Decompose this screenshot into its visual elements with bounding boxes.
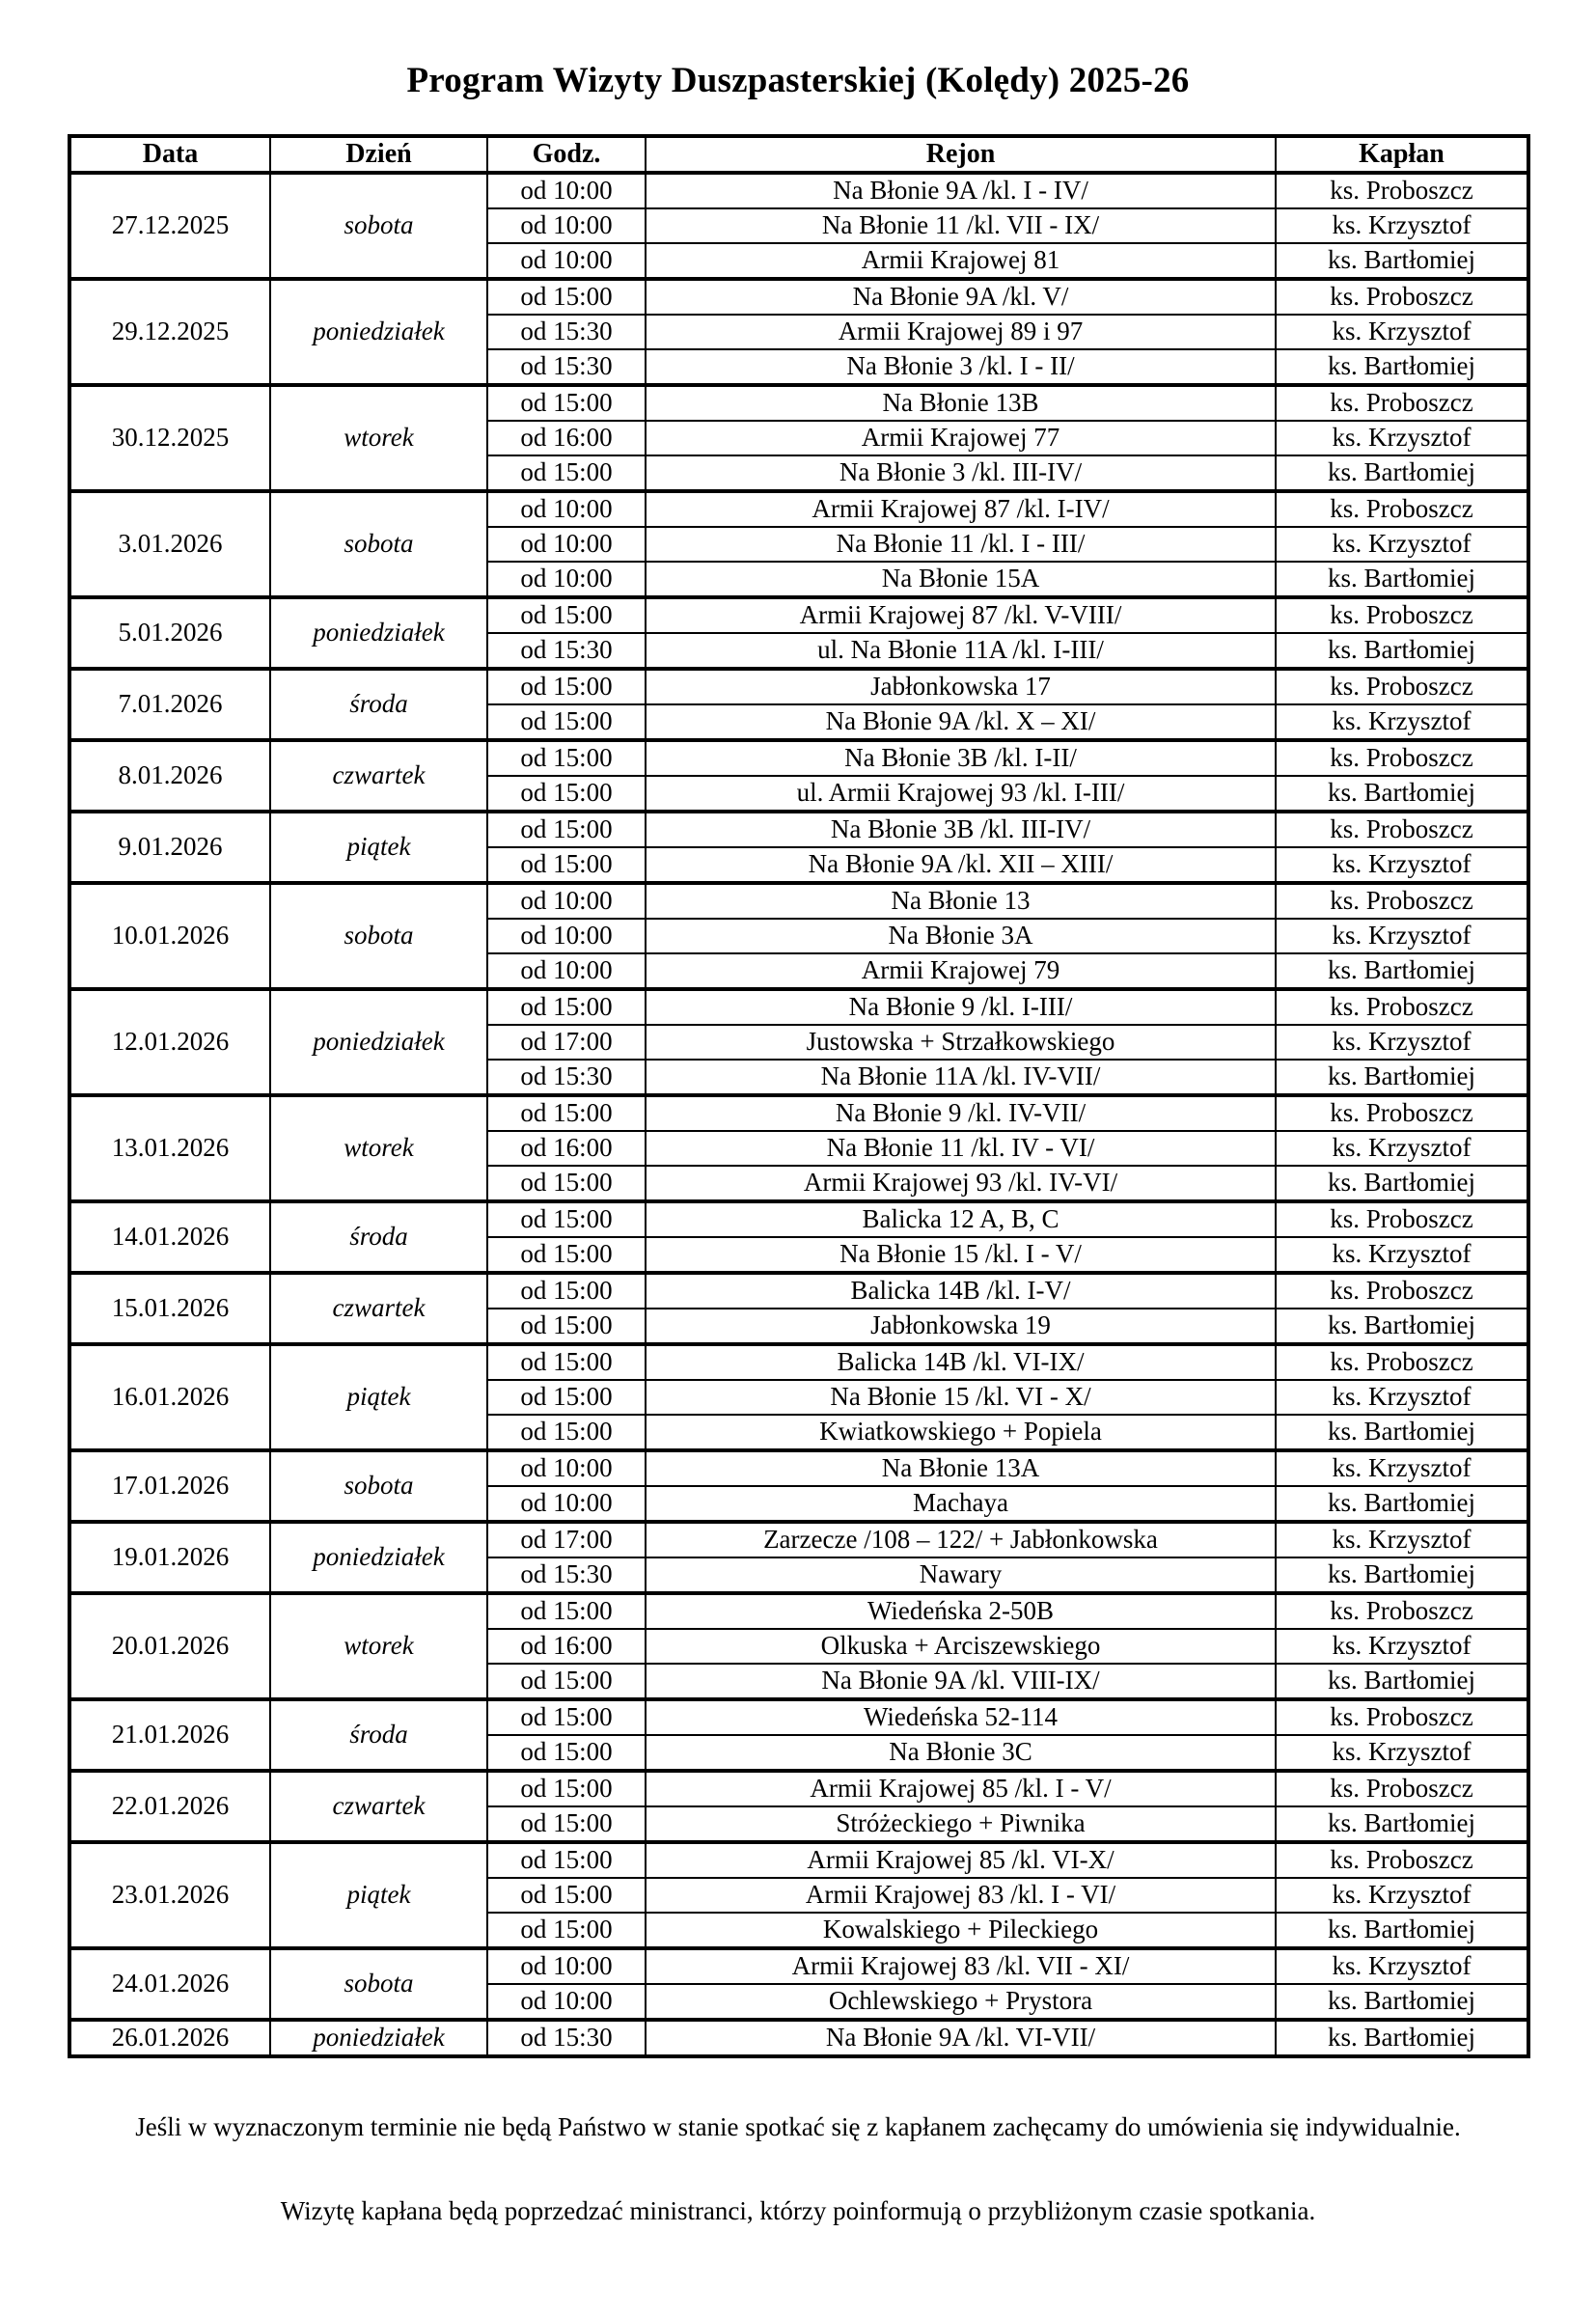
priest-cell: ks. Proboszcz <box>1276 1593 1528 1629</box>
region-cell: Balicka 14B /kl. I-V/ <box>646 1273 1276 1309</box>
region-cell: Na Błonie 11 /kl. IV - VI/ <box>646 1131 1276 1166</box>
priest-cell: ks. Bartłomiej <box>1276 562 1528 597</box>
time-cell: od 15:00 <box>487 1415 646 1450</box>
region-cell: Na Błonie 11A /kl. IV-VII/ <box>646 1060 1276 1095</box>
schedule-row <box>69 1948 1528 1984</box>
schedule-row <box>69 1522 1528 1557</box>
priest-cell: ks. Krzysztof <box>1276 847 1528 883</box>
priest-cell: ks. Krzysztof <box>1276 1948 1528 1984</box>
time-cell: od 15:00 <box>487 704 646 740</box>
day-cell: piątek <box>270 812 487 883</box>
priest-cell: ks. Bartłomiej <box>1276 1060 1528 1095</box>
schedule-row <box>69 2020 1528 2056</box>
region-cell: Na Błonie 15 /kl. VI - X/ <box>646 1380 1276 1415</box>
schedule-row <box>69 740 1528 776</box>
priest-cell: ks. Proboszcz <box>1276 1344 1528 1380</box>
region-cell: Na Błonie 3B /kl. III-IV/ <box>646 812 1276 847</box>
region-cell: Na Błonie 3C <box>646 1735 1276 1771</box>
schedule-row <box>69 669 1528 704</box>
priest-cell: ks. Proboszcz <box>1276 669 1528 704</box>
region-cell: Na Błonie 3 /kl. I - II/ <box>646 349 1276 385</box>
schedule-row <box>69 597 1528 633</box>
day-cell: wtorek <box>270 1593 487 1699</box>
time-cell: od 15:00 <box>487 1095 646 1131</box>
region-cell: Na Błonie 11 /kl. VII - IX/ <box>646 208 1276 243</box>
time-cell: od 15:00 <box>487 385 646 421</box>
time-cell: od 15:00 <box>487 1273 646 1309</box>
time-cell: od 10:00 <box>487 1948 646 1984</box>
priest-cell: ks. Krzysztof <box>1276 1878 1528 1913</box>
time-cell: od 16:00 <box>487 1131 646 1166</box>
date-cell: 17.01.2026 <box>69 1450 270 1522</box>
priest-cell: ks. Proboszcz <box>1276 740 1528 776</box>
priest-cell: ks. Krzysztof <box>1276 1522 1528 1557</box>
schedule-row <box>69 812 1528 847</box>
region-cell: Jabłonkowska 19 <box>646 1309 1276 1344</box>
time-cell: od 15:30 <box>487 1060 646 1095</box>
priest-cell: ks. Proboszcz <box>1276 1699 1528 1735</box>
region-cell: Machaya <box>646 1486 1276 1522</box>
priest-cell: ks. Bartłomiej <box>1276 1415 1528 1450</box>
footer-note-ministranci: Wizytę kapłana będą poprzedzać ministranci, którzy poinformują o przybliżonym czasie spotkania. <box>280 2196 1316 2225</box>
column-header-rejon: Rejon <box>646 136 1276 173</box>
region-cell: Armii Krajowej 87 /kl. I-IV/ <box>646 491 1276 527</box>
schedule-row <box>69 279 1528 315</box>
region-cell: Na Błonie 9A /kl. X – XI/ <box>646 704 1276 740</box>
priest-cell: ks. Bartłomiej <box>1276 1486 1528 1522</box>
region-cell: Balicka 14B /kl. VI-IX/ <box>646 1344 1276 1380</box>
region-cell: Na Błonie 9A /kl. VI-VII/ <box>646 2020 1276 2056</box>
priest-cell: ks. Krzysztof <box>1276 315 1528 349</box>
day-cell: wtorek <box>270 385 487 491</box>
region-cell: Na Błonie 3 /kl. III-IV/ <box>646 455 1276 491</box>
date-cell: 26.01.2026 <box>69 2020 270 2056</box>
schedule-row <box>69 1201 1528 1237</box>
region-cell: Stróżeckiego + Piwnika <box>646 1806 1276 1842</box>
priest-cell: ks. Proboszcz <box>1276 989 1528 1025</box>
priest-cell: ks. Krzysztof <box>1276 527 1528 562</box>
time-cell: od 15:00 <box>487 279 646 315</box>
region-cell: Olkuska + Arciszewskiego <box>646 1629 1276 1664</box>
time-cell: od 15:00 <box>487 1201 646 1237</box>
time-cell: od 16:00 <box>487 1629 646 1664</box>
region-cell: Na Błonie 9 /kl. I-III/ <box>646 989 1276 1025</box>
time-cell: od 10:00 <box>487 1984 646 2020</box>
day-cell: sobota <box>270 491 487 597</box>
date-cell: 15.01.2026 <box>69 1273 270 1344</box>
date-cell: 19.01.2026 <box>69 1522 270 1593</box>
date-cell: 8.01.2026 <box>69 740 270 812</box>
date-cell: 27.12.2025 <box>69 173 270 279</box>
day-cell: piątek <box>270 1842 487 1948</box>
date-cell: 29.12.2025 <box>69 279 270 385</box>
day-cell: poniedziałek <box>270 597 487 669</box>
table-header-row <box>69 136 1528 173</box>
date-cell: 7.01.2026 <box>69 669 270 740</box>
region-cell: Armii Krajowej 87 /kl. V-VIII/ <box>646 597 1276 633</box>
region-cell: Na Błonie 15 /kl. I - V/ <box>646 1237 1276 1273</box>
time-cell: od 15:00 <box>487 847 646 883</box>
schedule-row <box>69 883 1528 919</box>
schedule-row <box>69 1095 1528 1131</box>
time-cell: od 10:00 <box>487 243 646 279</box>
priest-cell: ks. Bartłomiej <box>1276 1984 1528 2020</box>
time-cell: od 17:00 <box>487 1522 646 1557</box>
day-cell: poniedziałek <box>270 279 487 385</box>
priest-cell: ks. Bartłomiej <box>1276 953 1528 989</box>
region-cell: Zarzecze /108 – 122/ + Jabłonkowska <box>646 1522 1276 1557</box>
priest-cell: ks. Krzysztof <box>1276 1025 1528 1060</box>
priest-cell: ks. Bartłomiej <box>1276 1664 1528 1699</box>
schedule-row <box>69 1699 1528 1735</box>
day-cell: czwartek <box>270 1273 487 1344</box>
priest-cell: ks. Proboszcz <box>1276 385 1528 421</box>
region-cell: Na Błonie 13A <box>646 1450 1276 1486</box>
region-cell: Na Błonie 3A <box>646 919 1276 953</box>
priest-cell: ks. Bartłomiej <box>1276 1557 1528 1593</box>
time-cell: od 15:00 <box>487 1593 646 1629</box>
time-cell: od 15:00 <box>487 1309 646 1344</box>
time-cell: od 10:00 <box>487 953 646 989</box>
schedule-table <box>68 134 1530 2058</box>
time-cell: od 15:00 <box>487 776 646 812</box>
priest-cell: ks. Proboszcz <box>1276 1842 1528 1878</box>
region-cell: Na Błonie 11 /kl. I - III/ <box>646 527 1276 562</box>
priest-cell: ks. Bartłomiej <box>1276 1913 1528 1948</box>
day-cell: sobota <box>270 1450 487 1522</box>
day-cell: poniedziałek <box>270 2020 487 2056</box>
time-cell: od 15:00 <box>487 1664 646 1699</box>
column-header-data: Data <box>69 136 270 173</box>
day-cell: sobota <box>270 883 487 989</box>
priest-cell: ks. Krzysztof <box>1276 1237 1528 1273</box>
date-cell: 10.01.2026 <box>69 883 270 989</box>
region-cell: Wiedeńska 2-50B <box>646 1593 1276 1629</box>
priest-cell: ks. Bartłomiej <box>1276 2020 1528 2056</box>
priest-cell: ks. Proboszcz <box>1276 1095 1528 1131</box>
region-cell: Armii Krajowej 85 /kl. VI-X/ <box>646 1842 1276 1878</box>
date-cell: 30.12.2025 <box>69 385 270 491</box>
time-cell: od 15:00 <box>487 1166 646 1201</box>
schedule-row <box>69 1450 1528 1486</box>
time-cell: od 15:00 <box>487 1771 646 1806</box>
time-cell: od 15:00 <box>487 597 646 633</box>
priest-cell: ks. Proboszcz <box>1276 279 1528 315</box>
region-cell: Na Błonie 9A /kl. I - IV/ <box>646 173 1276 208</box>
region-cell: Na Błonie 15A <box>646 562 1276 597</box>
time-cell: od 10:00 <box>487 527 646 562</box>
time-cell: od 15:00 <box>487 989 646 1025</box>
time-cell: od 15:00 <box>487 455 646 491</box>
date-cell: 9.01.2026 <box>69 812 270 883</box>
region-cell: Na Błonie 9A /kl. V/ <box>646 279 1276 315</box>
footer-note-individual: Jeśli w wyznaczonym terminie nie będą Państwo w stanie spotkać się z kapłanem zachęcamy do umówienia się indywidualnie. <box>135 2112 1461 2141</box>
region-cell: Kowalskiego + Pileckiego <box>646 1913 1276 1948</box>
priest-cell: ks. Krzysztof <box>1276 1450 1528 1486</box>
priest-cell: ks. Bartłomiej <box>1276 633 1528 669</box>
priest-cell: ks. Bartłomiej <box>1276 455 1528 491</box>
priest-cell: ks. Bartłomiej <box>1276 349 1528 385</box>
priest-cell: ks. Bartłomiej <box>1276 1166 1528 1201</box>
time-cell: od 15:30 <box>487 2020 646 2056</box>
date-cell: 22.01.2026 <box>69 1771 270 1842</box>
time-cell: od 15:00 <box>487 1913 646 1948</box>
region-cell: Balicka 12 A, B, C <box>646 1201 1276 1237</box>
region-cell: Wiedeńska 52-114 <box>646 1699 1276 1735</box>
schedule-row <box>69 1273 1528 1309</box>
schedule-row <box>69 989 1528 1025</box>
region-cell: Na Błonie 9A /kl. VIII-IX/ <box>646 1664 1276 1699</box>
date-cell: 16.01.2026 <box>69 1344 270 1450</box>
region-cell: Kwiatkowskiego + Popiela <box>646 1415 1276 1450</box>
priest-cell: ks. Krzysztof <box>1276 1629 1528 1664</box>
region-cell: Armii Krajowej 85 /kl. I - V/ <box>646 1771 1276 1806</box>
time-cell: od 10:00 <box>487 173 646 208</box>
priest-cell: ks. Krzysztof <box>1276 704 1528 740</box>
priest-cell: ks. Bartłomiej <box>1276 776 1528 812</box>
time-cell: od 15:30 <box>487 349 646 385</box>
priest-cell: ks. Krzysztof <box>1276 1380 1528 1415</box>
time-cell: od 15:00 <box>487 812 646 847</box>
day-cell: środa <box>270 1699 487 1771</box>
priest-cell: ks. Proboszcz <box>1276 812 1528 847</box>
time-cell: od 16:00 <box>487 421 646 455</box>
region-cell: ul. Na Błonie 11A /kl. I-III/ <box>646 633 1276 669</box>
time-cell: od 15:00 <box>487 1878 646 1913</box>
region-cell: Nawary <box>646 1557 1276 1593</box>
priest-cell: ks. Proboszcz <box>1276 491 1528 527</box>
time-cell: od 15:30 <box>487 633 646 669</box>
region-cell: Jabłonkowska 17 <box>646 669 1276 704</box>
priest-cell: ks. Proboszcz <box>1276 883 1528 919</box>
region-cell: Na Błonie 9 /kl. IV-VII/ <box>646 1095 1276 1131</box>
time-cell: od 10:00 <box>487 208 646 243</box>
day-cell: sobota <box>270 173 487 279</box>
date-cell: 13.01.2026 <box>69 1095 270 1201</box>
region-cell: Justowska + Strzałkowskiego <box>646 1025 1276 1060</box>
priest-cell: ks. Krzysztof <box>1276 1735 1528 1771</box>
date-cell: 14.01.2026 <box>69 1201 270 1273</box>
day-cell: czwartek <box>270 1771 487 1842</box>
column-header-dzien: Dzień <box>270 136 487 173</box>
region-cell: Armii Krajowej 83 /kl. I - VI/ <box>646 1878 1276 1913</box>
priest-cell: ks. Proboszcz <box>1276 1273 1528 1309</box>
region-cell: Armii Krajowej 83 /kl. VII - XI/ <box>646 1948 1276 1984</box>
date-cell: 24.01.2026 <box>69 1948 270 2020</box>
region-cell: ul. Armii Krajowej 93 /kl. I-III/ <box>646 776 1276 812</box>
priest-cell: ks. Proboszcz <box>1276 597 1528 633</box>
time-cell: od 15:00 <box>487 1344 646 1380</box>
day-cell: poniedziałek <box>270 989 487 1095</box>
schedule-row <box>69 491 1528 527</box>
schedule-row <box>69 1344 1528 1380</box>
time-cell: od 17:00 <box>487 1025 646 1060</box>
day-cell: poniedziałek <box>270 1522 487 1593</box>
date-cell: 12.01.2026 <box>69 989 270 1095</box>
time-cell: od 15:00 <box>487 1842 646 1878</box>
schedule-row <box>69 385 1528 421</box>
priest-cell: ks. Krzysztof <box>1276 919 1528 953</box>
time-cell: od 10:00 <box>487 883 646 919</box>
priest-cell: ks. Bartłomiej <box>1276 1309 1528 1344</box>
time-cell: od 15:00 <box>487 669 646 704</box>
day-cell: piątek <box>270 1344 487 1450</box>
date-cell: 21.01.2026 <box>69 1699 270 1771</box>
priest-cell: ks. Krzysztof <box>1276 208 1528 243</box>
schedule-row <box>69 173 1528 208</box>
day-cell: wtorek <box>270 1095 487 1201</box>
time-cell: od 15:00 <box>487 1699 646 1735</box>
schedule-row <box>69 1842 1528 1878</box>
schedule-row <box>69 1593 1528 1629</box>
region-cell: Armii Krajowej 79 <box>646 953 1276 989</box>
date-cell: 3.01.2026 <box>69 491 270 597</box>
column-header-godz: Godz. <box>487 136 646 173</box>
time-cell: od 15:00 <box>487 1237 646 1273</box>
time-cell: od 10:00 <box>487 562 646 597</box>
region-cell: Na Błonie 13B <box>646 385 1276 421</box>
region-cell: Armii Krajowej 93 /kl. IV-VI/ <box>646 1166 1276 1201</box>
priest-cell: ks. Krzysztof <box>1276 1131 1528 1166</box>
time-cell: od 10:00 <box>487 1450 646 1486</box>
region-cell: Na Błonie 9A /kl. XII – XIII/ <box>646 847 1276 883</box>
region-cell: Armii Krajowej 89 i 97 <box>646 315 1276 349</box>
day-cell: środa <box>270 669 487 740</box>
priest-cell: ks. Bartłomiej <box>1276 243 1528 279</box>
page-title: Program Wizyty Duszpasterskiej (Kolędy) 2025-26 <box>406 61 1190 100</box>
region-cell: Na Błonie 13 <box>646 883 1276 919</box>
day-cell: czwartek <box>270 740 487 812</box>
region-cell: Armii Krajowej 81 <box>646 243 1276 279</box>
priest-cell: ks. Proboszcz <box>1276 1771 1528 1806</box>
region-cell: Na Błonie 3B /kl. I-II/ <box>646 740 1276 776</box>
time-cell: od 15:00 <box>487 1806 646 1842</box>
time-cell: od 15:30 <box>487 315 646 349</box>
priest-cell: ks. Proboszcz <box>1276 1201 1528 1237</box>
time-cell: od 15:00 <box>487 1735 646 1771</box>
date-cell: 20.01.2026 <box>69 1593 270 1699</box>
time-cell: od 15:30 <box>487 1557 646 1593</box>
region-cell: Ochlewskiego + Prystora <box>646 1984 1276 2020</box>
date-cell: 5.01.2026 <box>69 597 270 669</box>
column-header-kaplan: Kapłan <box>1276 136 1528 173</box>
date-cell: 23.01.2026 <box>69 1842 270 1948</box>
time-cell: od 15:00 <box>487 740 646 776</box>
time-cell: od 10:00 <box>487 491 646 527</box>
day-cell: środa <box>270 1201 487 1273</box>
priest-cell: ks. Bartłomiej <box>1276 1806 1528 1842</box>
priest-cell: ks. Krzysztof <box>1276 421 1528 455</box>
document-page <box>0 58 1596 2315</box>
day-cell: sobota <box>270 1948 487 2020</box>
priest-cell: ks. Proboszcz <box>1276 173 1528 208</box>
schedule-row <box>69 1771 1528 1806</box>
region-cell: Armii Krajowej 77 <box>646 421 1276 455</box>
time-cell: od 10:00 <box>487 919 646 953</box>
time-cell: od 10:00 <box>487 1486 646 1522</box>
time-cell: od 15:00 <box>487 1380 646 1415</box>
